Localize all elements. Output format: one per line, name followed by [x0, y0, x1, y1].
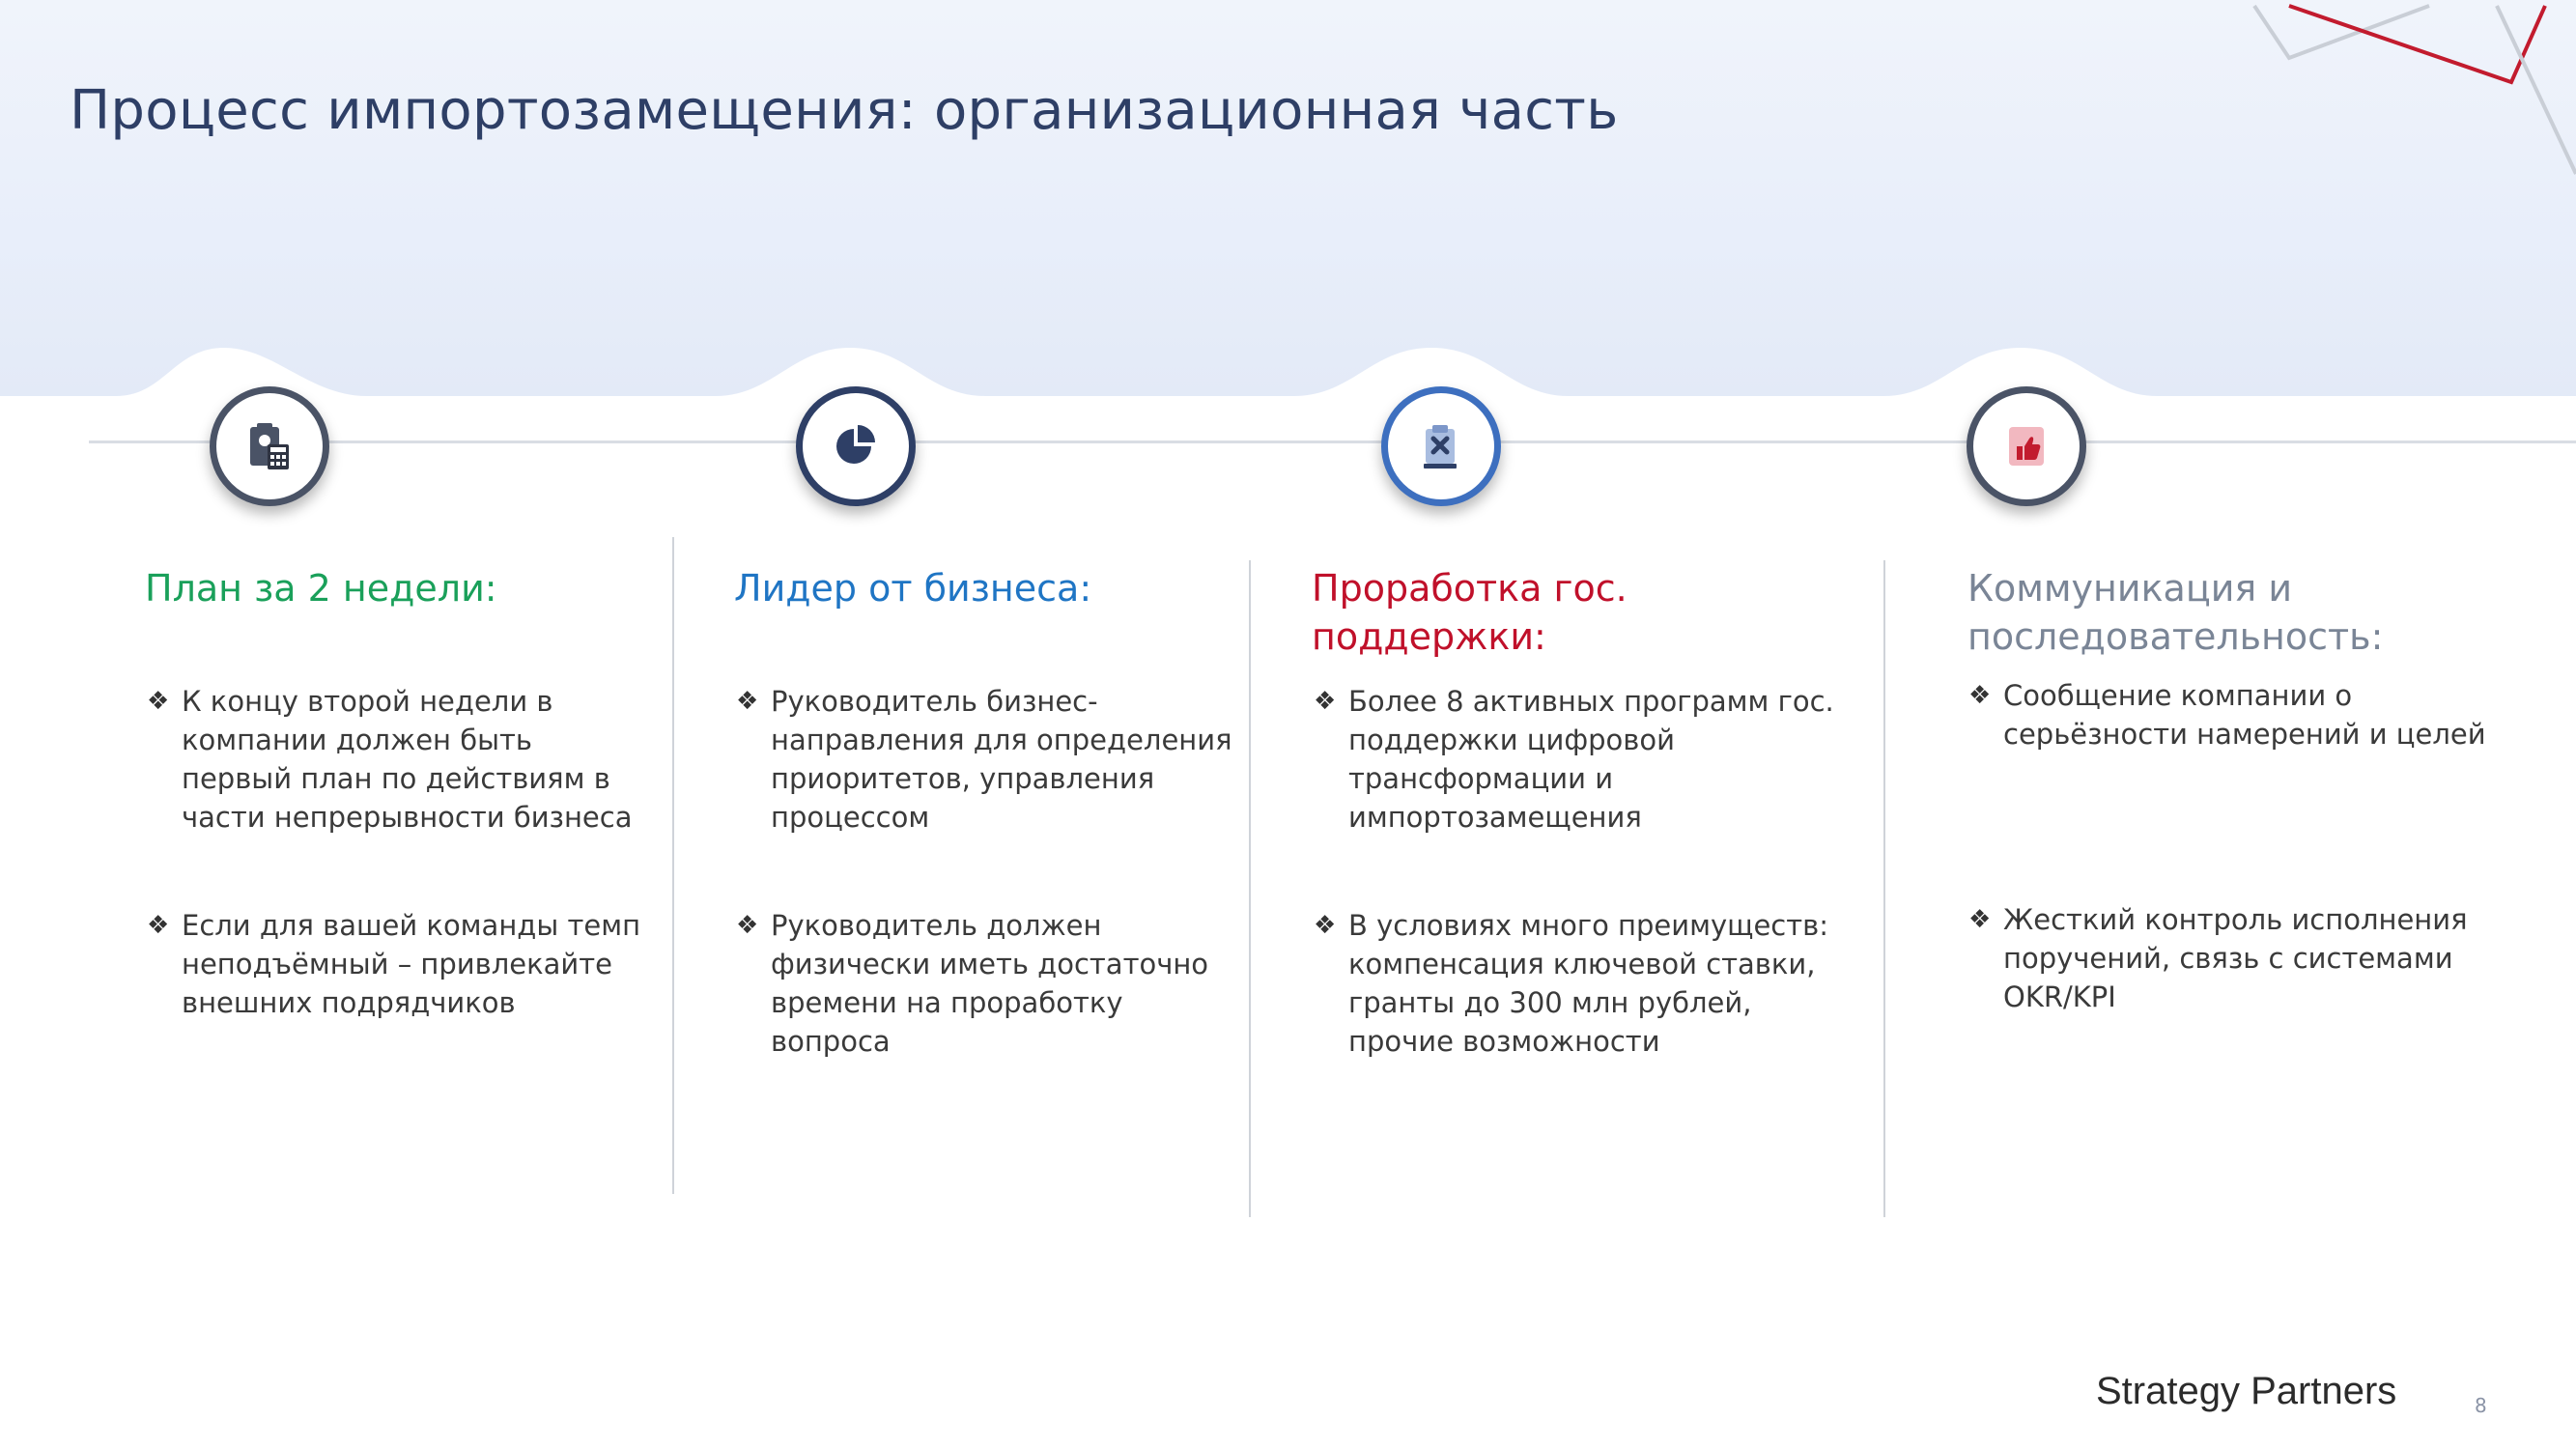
column-2-title: Лидер от бизнеса: — [734, 567, 1092, 610]
list-item: ❖ Более 8 активных программ гос. поддержки цифровой трансформации и импортозамещения — [1314, 682, 1854, 837]
column-1-icon-circle — [210, 386, 329, 506]
column-4-icon-circle — [1967, 386, 2086, 506]
column-2-icon-circle — [796, 386, 916, 506]
list-item: ❖ Руководитель должен физически иметь достаточно времени на проработку вопроса — [736, 906, 1238, 1061]
column-divider — [1883, 560, 1885, 1217]
logo-text-strategy: Strategy — [2096, 1370, 2240, 1412]
column-3-bullets — [1314, 682, 1854, 1061]
timeline-line — [89, 440, 2576, 443]
list-item: ❖ Если для вашей команды темп неподъёмный – привлекайте внешних подрядчиков — [147, 906, 649, 1022]
list-item: ❖ В условиях много преимуществ: компенсация ключевой ставки, гранты до 300 млн рублей, прочие возможности — [1314, 906, 1854, 1061]
column-1-bullets — [147, 682, 649, 1022]
pie-chart-icon — [829, 419, 883, 473]
column-4-bullets — [1968, 676, 2509, 1016]
list-item: ❖ К концу второй недели в компании должен быть первый план по действиям в части непрерывности бизнеса — [147, 682, 649, 837]
decorative-lines — [2250, 0, 2576, 184]
company-logo — [2096, 1370, 2396, 1413]
column-divider — [1249, 560, 1251, 1217]
column-divider — [672, 537, 674, 1194]
header-wave — [0, 319, 2576, 406]
clipboard-cross-icon — [1414, 419, 1468, 473]
column-1-title: План за 2 недели: — [145, 567, 497, 610]
page-number: 8 — [2475, 1394, 2487, 1417]
page-title: Процесс импортозамещения: организационная часть — [70, 79, 1619, 142]
list-item: ❖ Жесткий контроль исполнения поручений, связь с системами OKR/KPI — [1968, 900, 2509, 1016]
list-item: ❖ Сообщение компании о серьёзности намерений и целей — [1968, 676, 2509, 753]
column-4-title: Коммуникация и последовательность: — [1967, 567, 2384, 658]
thumbs-up-document-icon — [1999, 419, 2053, 473]
list-item: ❖ Руководитель бизнес-направления для определения приоритетов, управления процессом — [736, 682, 1238, 837]
clipboard-calculator-icon — [242, 419, 297, 473]
column-3-icon-circle — [1381, 386, 1501, 506]
column-2-bullets — [736, 682, 1238, 1061]
logo-text-partners: Partners — [2250, 1370, 2397, 1412]
column-3-title: Проработка гос. поддержки: — [1312, 567, 1628, 658]
